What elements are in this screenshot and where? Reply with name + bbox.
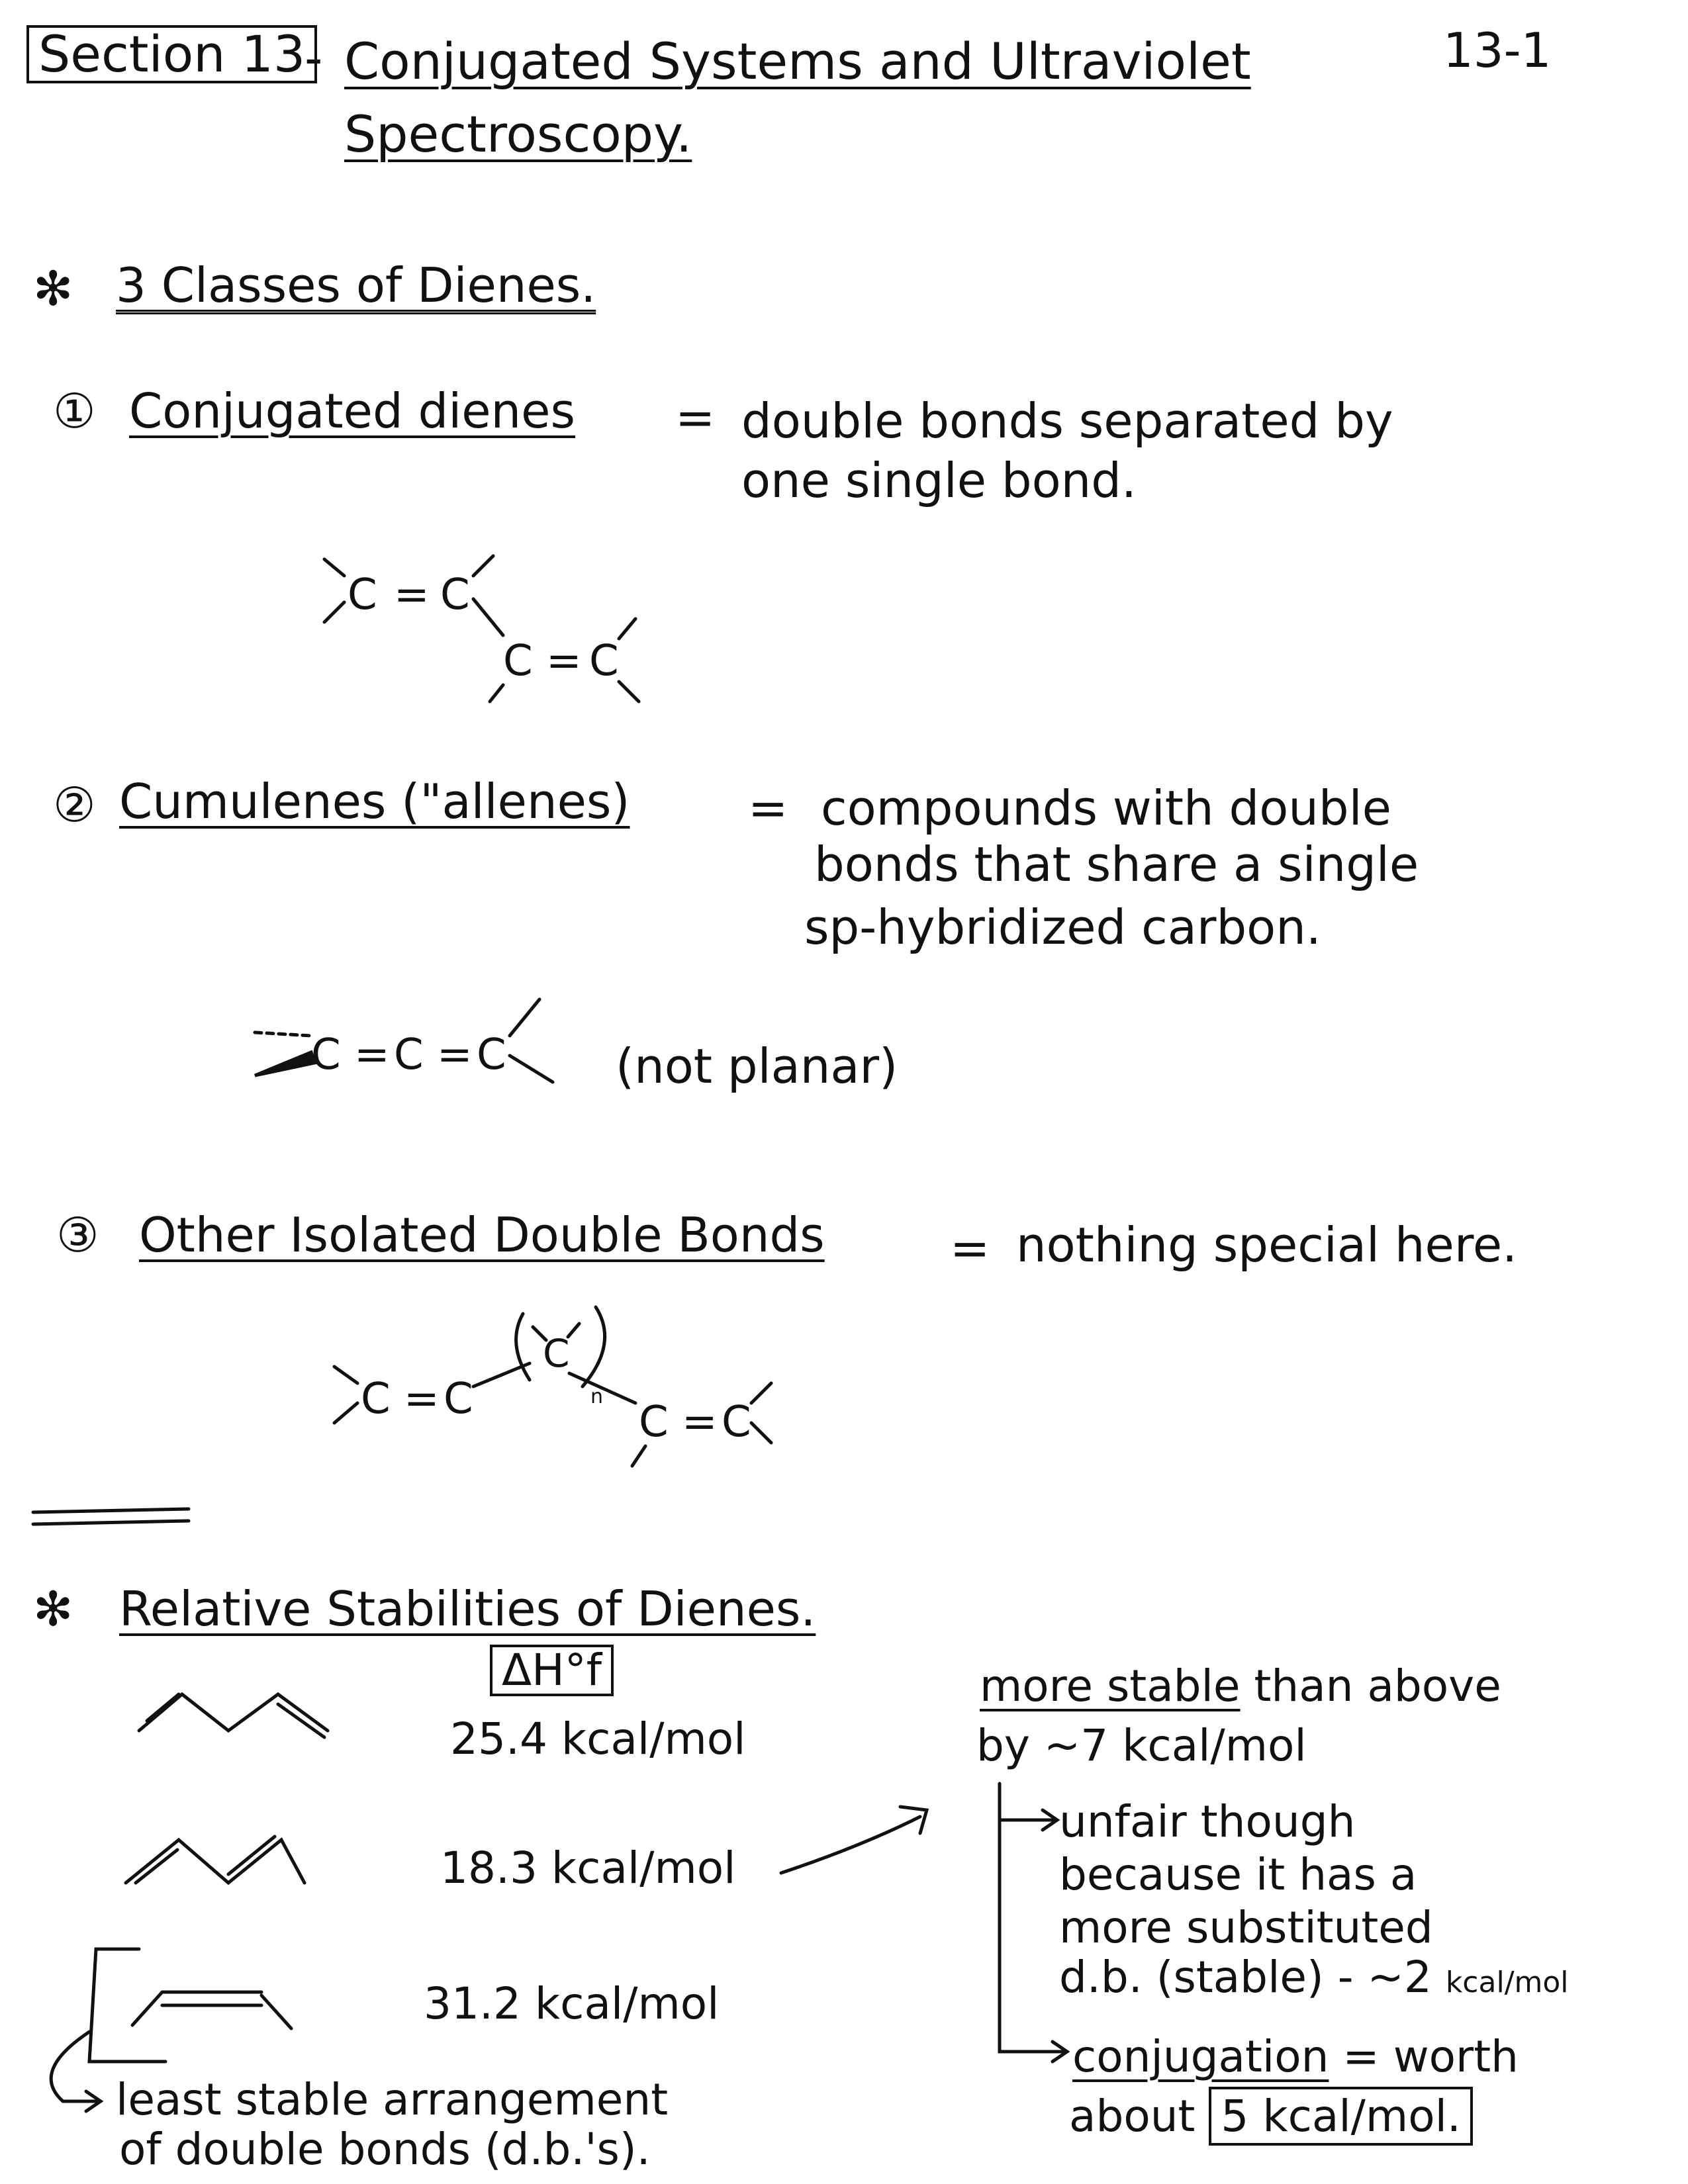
page-title-line1: Conjugated Systems and Ultraviolet: [344, 32, 1251, 91]
bond-line: [619, 682, 639, 702]
repeat-bracket-right: [583, 1307, 605, 1387]
carbon-label: C: [589, 637, 619, 686]
not-planar-note: (not planar): [616, 1038, 898, 1094]
term-cumulenes: Cumulenes ("allenes): [119, 774, 630, 829]
item-number-1: ①: [53, 383, 96, 439]
carbon-label: C: [543, 1331, 570, 1376]
second-bond-line: [147, 1694, 179, 1721]
definition-1-line2: one single bond.: [741, 453, 1137, 508]
carbon-label: C: [477, 1030, 506, 1079]
value-row-3: 31.2 kcal/mol: [424, 1978, 720, 2029]
bond-line: [619, 619, 635, 639]
double-bond-label: =: [354, 1030, 390, 1079]
carbon-chain: [126, 1840, 305, 1883]
carbon-chain: [139, 1694, 328, 1731]
second-bond-line: [136, 1850, 177, 1883]
about-phrase: about: [1069, 2091, 1209, 2142]
stabilities-heading: Relative Stabilities of Dienes.: [119, 1581, 816, 1637]
double-bond-label: =: [546, 637, 582, 686]
delta-hf-header: ΔH°f: [490, 1645, 614, 1696]
asterisk-bullet-icon: ✻: [33, 261, 73, 316]
equals-1: =: [675, 390, 716, 445]
title-dash: -: [305, 28, 323, 87]
value-row-1: 25.4 kcal/mol: [450, 1713, 746, 1764]
bond-line: [510, 999, 539, 1036]
section-divider: [33, 1509, 189, 1512]
more-stable-note-line2: by ~7 kcal/mol: [976, 1720, 1307, 1771]
definition-3-line1: nothing special here.: [1016, 1217, 1518, 1273]
definition-2-line1: compounds with double: [821, 780, 1391, 836]
classes-heading: 3 Classes of Dienes.: [116, 257, 596, 313]
carbon-label: C: [311, 1030, 341, 1079]
allene-skeletal: [51, 1949, 291, 2111]
worth-phrase: = worth: [1329, 2031, 1519, 2082]
allene-structure: [255, 999, 553, 1082]
bond-line: [632, 1446, 645, 1466]
section-divider: [33, 1521, 189, 1524]
bond-line: [324, 559, 344, 576]
bond-line: [473, 599, 503, 635]
term-isolated-double-bonds: Other Isolated Double Bonds: [139, 1207, 825, 1263]
asterisk-bullet-icon-2: ✻: [33, 1581, 73, 1637]
definition-2-line3: sp-hybridized carbon.: [804, 899, 1321, 955]
carbon-label: C: [444, 1375, 473, 1424]
least-stable-line2: of double bonds (d.b.'s).: [119, 2124, 651, 2175]
page-number: 13-1: [1443, 23, 1552, 78]
highlight-bracket: [89, 1949, 165, 2062]
double-bond-label: =: [437, 1030, 473, 1079]
bond-line: [261, 1995, 291, 2028]
carbon-label: C: [503, 637, 533, 686]
bond-line: [132, 1992, 162, 2025]
definition-2-line2: bonds that share a single: [814, 837, 1419, 892]
bond-line: [751, 1423, 771, 1443]
carbon-label: C: [361, 1375, 391, 1424]
second-bond-line: [228, 1837, 275, 1874]
conjugated-diene-structure: [324, 556, 639, 702]
more-stable-phrase: more stable: [980, 1661, 1241, 1711]
bond-line: [334, 1367, 357, 1383]
carbon-label: C: [722, 1398, 751, 1447]
item-number-3: ③: [56, 1207, 99, 1263]
carbon-label: C: [348, 570, 377, 619]
page-title-line2: Spectroscopy.: [344, 105, 692, 163]
double-bond-label: =: [394, 570, 430, 619]
conjugation-term: conjugation: [1072, 2031, 1329, 2082]
unfair-note-line3: more substituted: [1059, 1902, 1433, 1953]
five-kcal-box: 5 kcal/mol.: [1209, 2087, 1472, 2146]
term-conjugated-dienes: Conjugated dienes: [129, 383, 575, 439]
item-number-2: ②: [53, 777, 96, 833]
pointer-arrow: [781, 1817, 920, 1873]
bond-line: [568, 1324, 579, 1337]
bond-line: [324, 602, 344, 622]
section-label: Section 13: [26, 25, 317, 83]
isolated-diene-structure: [334, 1307, 771, 1466]
branch-line: [1000, 1784, 1066, 2052]
small-kcal-unit: kcal/mol: [1445, 1966, 1569, 1999]
carbon-label: C: [639, 1398, 669, 1447]
double-bond-label: =: [682, 1398, 718, 1447]
double-bond-label: =: [404, 1375, 440, 1424]
repeat-subscript: n: [590, 1385, 604, 1408]
than-above-phrase: than above: [1240, 1661, 1501, 1711]
definition-1-line1: double bonds separated by: [741, 393, 1393, 449]
dashed-bond-line: [255, 1032, 311, 1036]
carbon-label: C: [440, 570, 470, 619]
wedge-bond: [255, 1052, 314, 1075]
pentadiene-skeletal: [139, 1694, 328, 1737]
bond-line: [510, 1056, 553, 1082]
value-row-2: 18.3 kcal/mol: [440, 1843, 736, 1893]
repeat-bracket-left: [516, 1314, 530, 1380]
bond-line: [473, 556, 493, 576]
unfair-note-line1: unfair though: [1059, 1796, 1356, 1847]
bond-line: [334, 1403, 357, 1423]
stable-db-phrase: d.b. (stable) - ~2: [1059, 1952, 1446, 2003]
carbon-label: C: [394, 1030, 424, 1079]
bond-line: [751, 1383, 771, 1403]
equals-3: =: [950, 1220, 990, 1276]
bond-line: [490, 685, 503, 702]
equals-2: =: [748, 780, 788, 836]
conjugated-pentadiene-skeletal: [126, 1837, 305, 1883]
least-stable-line1: least stable arrangement: [116, 2074, 669, 2125]
second-bond-line: [278, 1704, 324, 1737]
unfair-note-line2: because it has a: [1059, 1849, 1417, 1900]
